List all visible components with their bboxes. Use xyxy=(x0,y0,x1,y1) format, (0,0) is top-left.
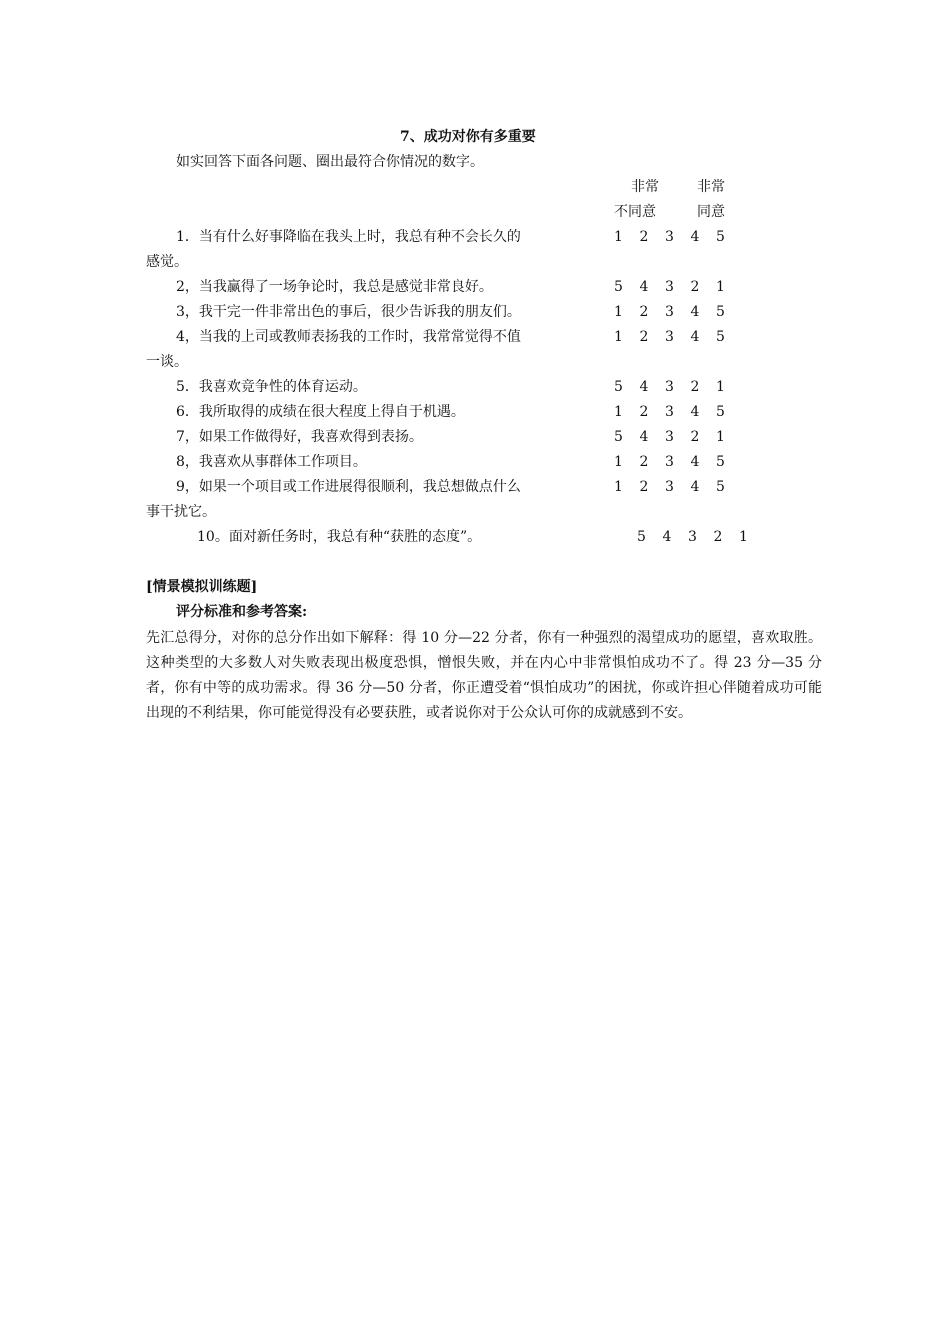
scale-option[interactable]: 3 xyxy=(665,479,674,495)
scale-option[interactable]: 2 xyxy=(639,479,649,495)
scale-option[interactable]: 4 xyxy=(690,454,700,470)
scale-option[interactable]: 4 xyxy=(662,529,672,545)
scale-option[interactable]: 3 xyxy=(665,279,674,295)
question-6-scale xyxy=(614,403,754,421)
question-8-text: 8，我喜欢从事群体工作项目。 xyxy=(176,454,367,470)
scale-option[interactable]: 2 xyxy=(690,379,700,395)
question-10-scale xyxy=(637,528,777,546)
scale-option[interactable]: 2 xyxy=(690,429,700,445)
scale-option[interactable]: 3 xyxy=(665,329,674,345)
question-9-scale xyxy=(614,478,754,496)
scale-option[interactable]: 4 xyxy=(639,279,649,295)
scale-header-disagree-top: 非常 xyxy=(631,179,659,195)
question-4-text-cont: 一谈。 xyxy=(146,354,188,370)
scale-option[interactable]: 5 xyxy=(614,379,623,395)
question-4-text: 4，当我的上司或教师表扬我的工作时，我常常觉得不值 xyxy=(176,329,521,345)
scale-option[interactable]: 4 xyxy=(639,429,649,445)
question-8-scale xyxy=(614,453,754,471)
question-4-scale xyxy=(614,328,754,346)
scale-option[interactable]: 4 xyxy=(690,329,700,345)
scale-option[interactable]: 1 xyxy=(614,404,623,420)
question-1-text: 1．当有什么好事降临在我头上时，我总有种不会长久的 xyxy=(176,229,521,245)
scale-option[interactable]: 4 xyxy=(690,304,700,320)
scale-option[interactable]: 5 xyxy=(716,454,725,470)
scale-option[interactable]: 5 xyxy=(614,429,623,445)
scale-option[interactable]: 4 xyxy=(639,379,649,395)
scale-option[interactable]: 5 xyxy=(716,229,725,245)
scale-option[interactable]: 4 xyxy=(690,404,700,420)
scale-option[interactable]: 5 xyxy=(716,479,725,495)
scale-option[interactable]: 1 xyxy=(614,479,623,495)
question-1-scale xyxy=(614,228,754,246)
question-2-scale xyxy=(614,278,754,296)
scale-option[interactable]: 1 xyxy=(614,454,623,470)
scale-header-agree-top: 非常 xyxy=(697,179,725,195)
scale-option[interactable]: 5 xyxy=(716,404,725,420)
scale-option[interactable]: 1 xyxy=(716,279,725,295)
scale-option[interactable]: 2 xyxy=(639,304,649,320)
scale-option[interactable]: 3 xyxy=(665,304,674,320)
scale-option[interactable]: 5 xyxy=(614,279,623,295)
page-title: 7、成功对你有多重要 xyxy=(400,129,536,145)
scale-option[interactable]: 5 xyxy=(637,529,646,545)
section-title: [情景模拟训练题] xyxy=(146,579,258,595)
question-10-text: 10。面对新任务时，我总有种“获胜的态度”。 xyxy=(197,529,482,545)
answer-heading: 评分标准和参考答案: xyxy=(176,604,308,620)
question-7-text: 7，如果工作做得好，我喜欢得到表扬。 xyxy=(176,429,423,445)
scale-option[interactable]: 1 xyxy=(739,529,748,545)
scale-option[interactable]: 1 xyxy=(614,304,623,320)
scale-option[interactable]: 2 xyxy=(690,279,700,295)
scale-option[interactable]: 5 xyxy=(716,329,725,345)
question-3-text: 3，我干完一件非常出色的事后，很少告诉我的朋友们。 xyxy=(176,304,521,320)
question-1-text-cont: 感觉。 xyxy=(146,254,188,270)
question-9-text-cont: 事干扰它。 xyxy=(146,504,216,520)
scale-option[interactable]: 3 xyxy=(665,454,674,470)
scale-option[interactable]: 3 xyxy=(665,429,674,445)
scale-option[interactable]: 2 xyxy=(713,529,723,545)
scale-option[interactable]: 4 xyxy=(690,479,700,495)
scale-option[interactable]: 4 xyxy=(690,229,700,245)
scale-option[interactable]: 3 xyxy=(665,379,674,395)
answer-paragraph: 先汇总得分，对你的总分作出如下解释：得 10 分—22 分者，你有一种强烈的渴望成功的愿望，喜欢取胜。这种类型的大多数人对失败表现出极度恐惧，憎恨失败，并在内心中非常惧怕成功不了。得 23 分—35 分者，你有中等的成功需求。得 36 分—50 分者，你正遭受着“惧怕成功”的困扰，你或许担心伴随着成功可能出现的不利结果，你可能觉得没有必要获胜，或者说你对于公众认可你的成就感到不安。 xyxy=(146,630,822,721)
scale-header-agree-bottom: 同意 xyxy=(697,204,725,220)
scale-option[interactable]: 1 xyxy=(716,379,725,395)
scale-option[interactable]: 2 xyxy=(639,329,649,345)
question-3-scale xyxy=(614,303,754,321)
question-9-text: 9，如果一个项目或工作进展得很顺利，我总想做点什么 xyxy=(176,479,521,495)
scale-option[interactable]: 2 xyxy=(639,454,649,470)
scale-option[interactable]: 1 xyxy=(614,229,623,245)
question-5-scale xyxy=(614,378,754,396)
scale-header-disagree-bottom: 不同意 xyxy=(614,204,656,220)
scale-option[interactable]: 5 xyxy=(716,304,725,320)
question-2-text: 2，当我赢得了一场争论时，我总是感觉非常良好。 xyxy=(176,279,493,295)
question-5-text: 5．我喜欢竞争性的体育运动。 xyxy=(176,379,367,395)
scale-option[interactable]: 1 xyxy=(614,329,623,345)
instructions: 如实回答下面各问题、圈出最符合你情况的数字。 xyxy=(176,154,484,170)
question-6-text: 6．我所取得的成绩在很大程度上得自于机遇。 xyxy=(176,404,465,420)
scale-option[interactable]: 3 xyxy=(688,529,697,545)
question-7-scale xyxy=(614,428,754,446)
scale-option[interactable]: 3 xyxy=(665,404,674,420)
scale-option[interactable]: 2 xyxy=(639,229,649,245)
scale-option[interactable]: 1 xyxy=(716,429,725,445)
scale-option[interactable]: 2 xyxy=(639,404,649,420)
scale-option[interactable]: 3 xyxy=(665,229,674,245)
